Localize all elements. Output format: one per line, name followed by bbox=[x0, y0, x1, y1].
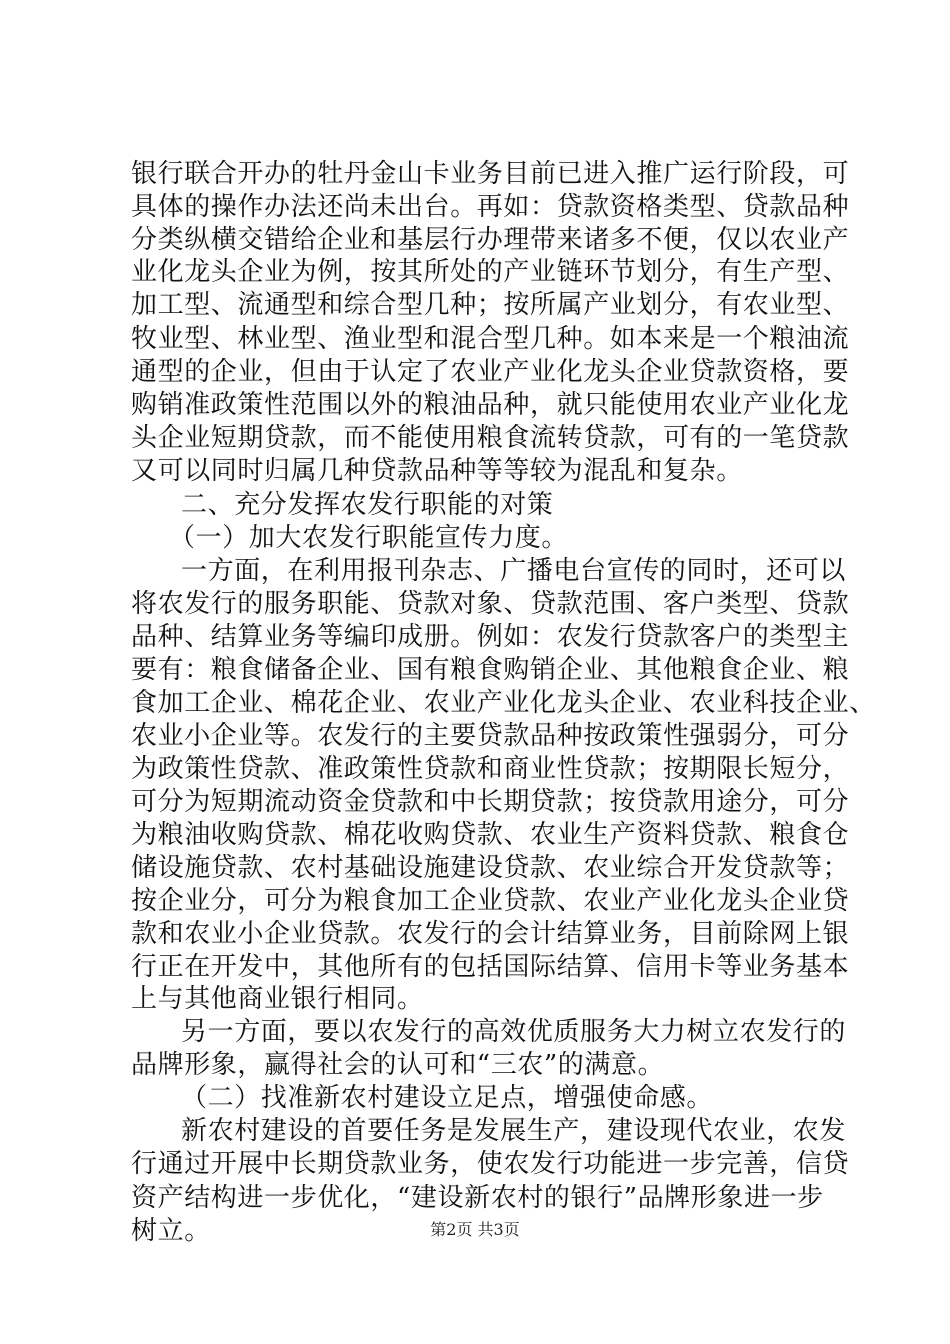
text-line: 行正在开发中，其他所有的包括国际结算、信用卡等业务基本 bbox=[131, 952, 850, 982]
text-line: 款和农业小企业贷款。农发行的会计结算业务，目前除网上银 bbox=[131, 919, 850, 949]
text-line: 将农发行的服务职能、贷款对象、贷款范围、客户类型、贷款 bbox=[131, 589, 850, 619]
text-line: 树立。 bbox=[131, 1216, 211, 1246]
text-line: （一）加大农发行职能宣传力度。 bbox=[169, 523, 569, 553]
text-line: 新农村建设的首要任务是发展生产，建设现代农业，农发 bbox=[181, 1116, 847, 1146]
text-line: 品种、结算业务等编印成册。例如：农发行贷款客户的类型主 bbox=[131, 622, 850, 652]
text-line: 牧业型、林业型、渔业型和混合型几种。如本来是一个粮油流 bbox=[131, 324, 850, 354]
text-line: 银行联合开办的牡丹金山卡业务目前已进入推广运行阶段，可 bbox=[131, 159, 850, 189]
page-footer: 第2页 共3页 bbox=[430, 1220, 520, 1239]
text-line: 购销准政策性范围以外的粮油品种，就只能使用农业产业化龙 bbox=[131, 390, 850, 420]
text-line: 食加工企业、棉花企业、农业产业化龙头企业、农业科技企业、 bbox=[131, 688, 876, 718]
text-line: 按企业分，可分为粮食加工企业贷款、农业产业化龙头企业贷 bbox=[131, 886, 850, 916]
text-line: 又可以同时归属几种贷款品种等等较为混乱和复杂。 bbox=[131, 456, 743, 486]
text-line: 为粮油收购贷款、棉花收购贷款、农业生产资料贷款、粮食仓 bbox=[131, 820, 850, 850]
text-line: 要有：粮食储备企业、国有粮食购销企业、其他粮食企业、粮 bbox=[131, 655, 850, 685]
text-line: 另一方面，要以农发行的高效优质服务大力树立农发行的 bbox=[181, 1017, 847, 1047]
text-line: 为政策性贷款、准政策性贷款和商业性贷款；按期限长短分， bbox=[131, 754, 850, 784]
text-line: 品牌形象，赢得社会的认可和“三农”的满意。 bbox=[131, 1050, 665, 1080]
text-line: 通型的企业，但由于认定了农业产业化龙头企业贷款资格，要 bbox=[131, 357, 850, 387]
text-line: 储设施贷款、农村基础设施建设贷款、农业综合开发贷款等； bbox=[131, 853, 850, 883]
text-line: 资产结构进一步优化，“建设新农村的银行”品牌形象进一步 bbox=[131, 1183, 824, 1213]
text-line: 业化龙头企业为例，按其所处的产业链环节划分，有生产型、 bbox=[131, 257, 850, 287]
text-line: 行通过开展中长期贷款业务，使农发行功能进一步完善，信贷 bbox=[131, 1149, 850, 1179]
text-line: 一方面，在利用报刊杂志、广播电台宣传的同时，还可以 bbox=[181, 556, 847, 586]
text-line: 分类纵横交错给企业和基层行办理带来诸多不便，仅以农业产 bbox=[131, 225, 850, 255]
text-line: 加工型、流通型和综合型几种；按所属产业划分，有农业型、 bbox=[131, 290, 850, 320]
text-line: 二、充分发挥农发行职能的对策 bbox=[181, 490, 554, 520]
text-line: （二）找准新农村建设立足点，增强使命感。 bbox=[181, 1083, 714, 1113]
text-line: 具体的操作办法还尚未出台。再如：贷款资格类型、贷款品种 bbox=[131, 192, 850, 222]
text-line: 上与其他商业银行相同。 bbox=[131, 984, 424, 1014]
text-line: 农业小企业等。农发行的主要贷款品种按政策性强弱分，可分 bbox=[131, 721, 850, 751]
text-line: 可分为短期流动资金贷款和中长期贷款；按贷款用途分，可分 bbox=[131, 787, 850, 817]
text-line: 头企业短期贷款，而不能使用粮食流转贷款，可有的一笔贷款 bbox=[131, 423, 850, 453]
